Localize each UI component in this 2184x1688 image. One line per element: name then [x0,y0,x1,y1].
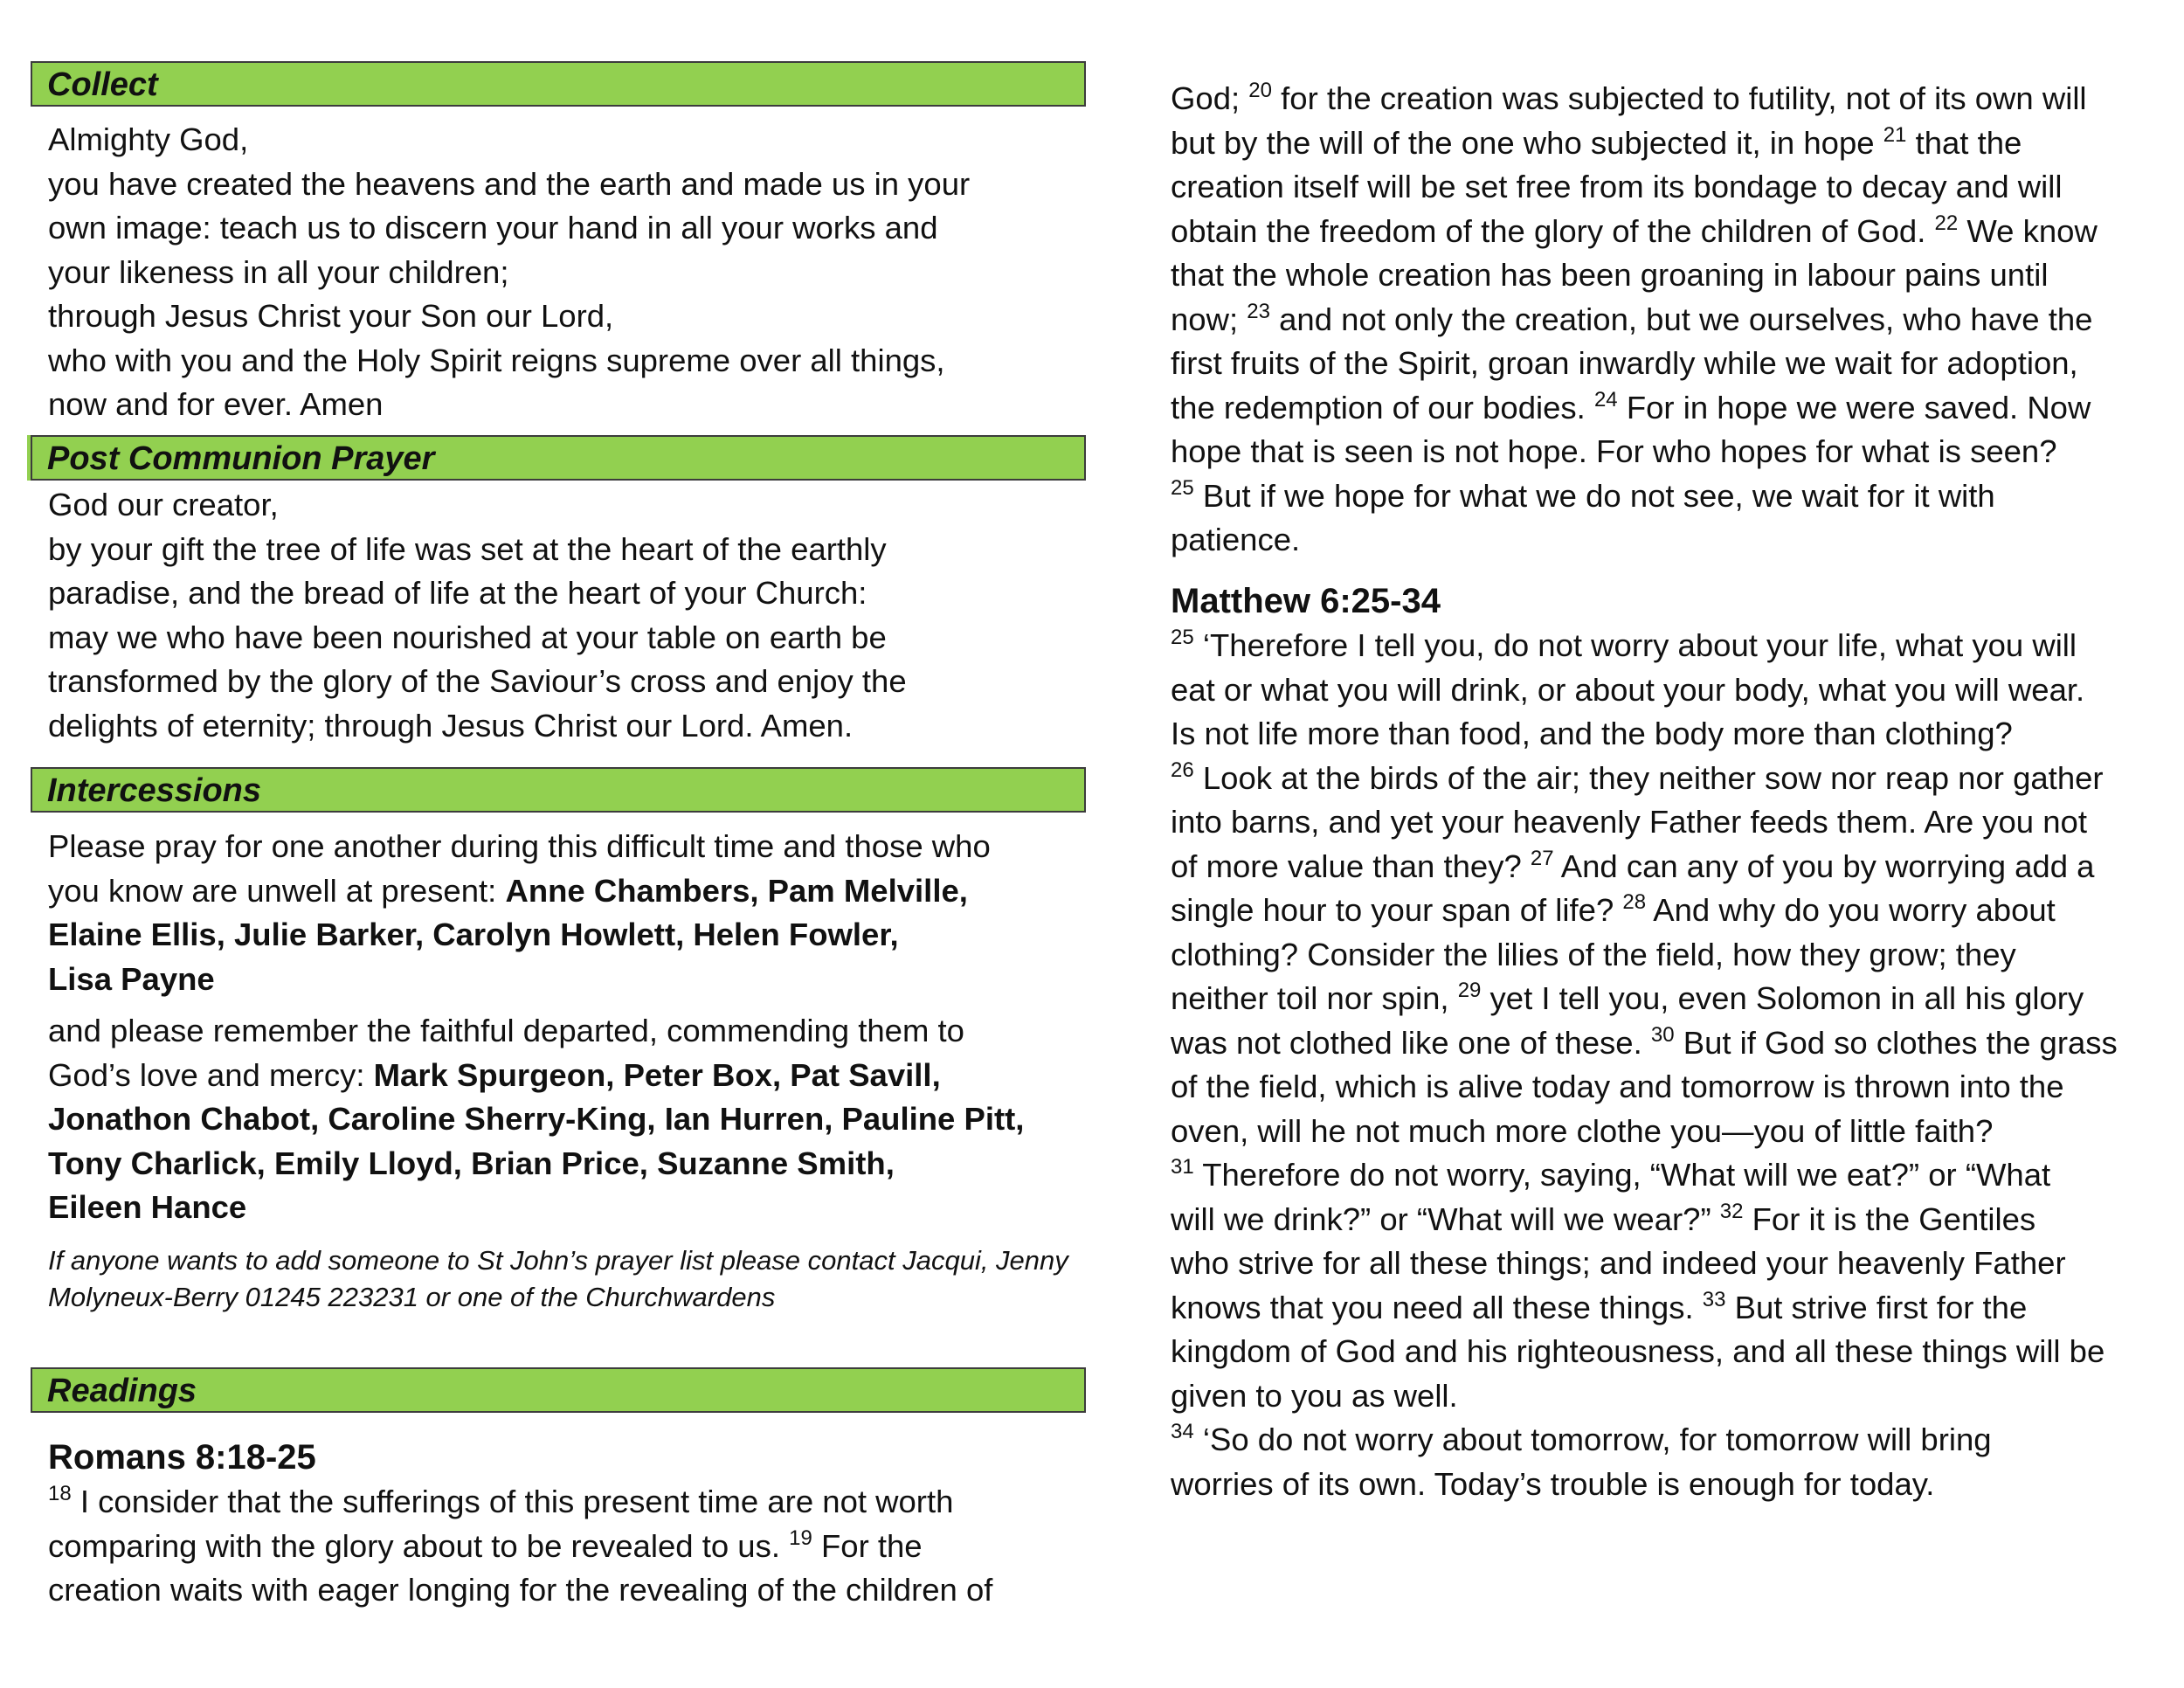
intercessions-line [48,1097,1088,1142]
reading-line [48,1525,1088,1569]
verse-number: 26 [1171,758,1194,782]
sick-names: Lisa Payne [48,960,215,997]
reading-line: Is not life more than food, and the body more than clothing? [1171,716,2013,751]
verse-text: Look at the birds of the air; they neither sow nor reap nor gather [1202,759,2104,796]
reading-line: who strive for all these things; and indeed your heavenly Father [1171,1245,2066,1281]
reading-line: clothing? Consider the lilies of the field, how they grow; they [1171,936,2016,972]
reading-line [1171,77,2167,121]
verse-number: 21 [1883,122,1907,147]
collect-line: now and for ever. Amen [48,386,384,422]
post-communion-line: transformed by the glory of the Saviour’s cross and enjoy the [48,663,907,699]
post-communion-line: God our creator, [48,487,279,522]
intercessions-departed [48,1009,1088,1230]
intercessions-heading: Intercessions [47,772,261,809]
verse-text: We know [1966,212,2098,249]
reading-line [48,1480,1088,1525]
reading-line: into barns, and yet your heavenly Father feeds them. Are you not [1171,804,2087,840]
reading-line: creation waits with eager longing for the revealing of the children of [48,1572,993,1608]
reading-line: of the field, which is alive today and tomorrow is thrown into the [1171,1069,2064,1104]
intercessions-line [48,1142,1088,1186]
verse-text: obtain the freedom of the glory of the children of God. [1171,212,1935,249]
verse-text: Therefore do not worry, saying, “What will we eat?” or “What [1202,1157,2051,1193]
reading-line: given to you as well. [1171,1377,1458,1414]
post-communion-line: by your gift the tree of life was set at the heart of the earthly [48,530,887,567]
verse-number: 23 [1247,299,1270,323]
verse-text: will we drink?” or “What will we wear?” [1171,1200,1720,1237]
reading-line: first fruits of the Spirit, groan inwardly while we wait for adoption, [1171,345,2078,381]
collect-line: own image: teach us to discern your hand in all your works and [48,210,938,246]
intercessions-text: God’s love and mercy: [48,1056,374,1093]
collect-heading: Collect [47,66,158,103]
reading-line: patience. [1171,522,1301,557]
verse-number: 31 [1171,1155,1194,1179]
collect-line: through Jesus Christ your Son our Lord, [48,298,614,334]
verse-number: 33 [1702,1287,1726,1311]
verse-text: was not clothed like one of these. [1171,1024,1651,1061]
readings-heading-band [31,1367,1086,1413]
verse-text: For the [820,1527,923,1564]
collect-line: you have created the heavens and the earth and made us in your [48,165,971,202]
verse-number: 29 [1457,979,1482,1002]
collect-line: who with you and the Holy Spirit reigns supreme over all things, [48,342,945,378]
romans-title: Romans 8:18-25 [48,1438,316,1477]
collect-line: Almighty God, [48,121,249,157]
verse-number: 20 [1248,79,1272,102]
reading-line [1171,1418,2167,1463]
verse-number: 34 [1171,1420,1194,1443]
reading-line [1171,121,2167,166]
verse-text: And why do you worry about [1653,892,2056,928]
collect-line: your likeness in all your children; [48,253,509,290]
post-communion-heading: Post Communion Prayer [47,440,435,477]
reading-line: kingdom of God and his righteousness, and all these things will be [1171,1333,2105,1369]
intercessions-line: and please remember the faithful departed, commending them to [48,1013,964,1048]
verse-number: 28 [1622,890,1647,914]
verse-text: the redemption of our bodies. [1171,389,1594,425]
verse-text: neither toil nor spin, [1171,980,1458,1016]
note-line: Molyneux-Berry 01245 223231 or one of the Churchwardens [48,1282,776,1312]
verse-text: and not only the creation, but we ourselves, who have the [1279,301,2093,337]
verse-text: But strive first for the [1734,1289,2028,1325]
verse-number: 25 [1171,626,1194,649]
intercessions-line [48,869,1088,914]
reading-line [1171,210,2167,254]
verse-number: 18 [48,1482,72,1505]
verse-text: single hour to your span of life? [1171,892,1623,928]
intercessions-sick [48,825,1088,1001]
intercessions-line [48,958,1088,1002]
verse-text: For in hope we were saved. Now [1626,389,2091,425]
reading-line [1171,474,2167,519]
sick-names: Elaine Ellis, Julie Barker, Carolyn Howlett, Helen Fowler, [48,917,899,952]
departed-names: Tony Charlick, Emily Lloyd, Brian Price, Suzanne Smith, [48,1145,895,1181]
intercessions-line: Please pray for one another during this difficult time and those who [48,828,991,864]
reading-line: oven, will he not much more clothe you—you of little faith? [1171,1112,1994,1149]
reading-line [1171,1198,2167,1242]
reading-line: that the whole creation has been groaning in labour pains until [1171,257,2049,293]
post-communion-heading-band [31,435,1086,481]
verse-number: 25 [1171,475,1194,500]
verse-text: of more value than they? [1171,847,1531,884]
reading-line: eat or what you will drink, or about your body, what you will wear. [1171,671,2085,708]
verse-text: but by the will of the one who subjected it, in hope [1171,124,1883,161]
departed-names: Jonathon Chabot, Caroline Sherry-King, Ian Hurren, Pauline Pitt, [48,1101,1025,1137]
verse-text: now; [1171,301,1248,337]
verse-number: 19 [789,1525,812,1550]
reading-line [1171,845,2167,889]
verse-number: 24 [1593,387,1618,412]
verse-text: For it is the Gentiles [1752,1200,2036,1237]
verse-text: And can any of you by worrying add a [1560,847,2095,884]
romans-reading-continued [1171,77,2167,563]
reading-line [1171,386,2167,431]
reading-line [1171,757,2167,801]
matthew-reading [1171,578,2167,1506]
departed-names: Mark Spurgeon, Peter Box, Pat Savill, [373,1056,941,1093]
readings-heading: Readings [47,1373,197,1409]
reading-line [1171,1153,2167,1198]
verse-text: I consider that the sufferings of this present time are not worth [79,1484,954,1519]
post-communion-line: paradise, and the bread of life at the heart of your Church: [48,575,867,611]
verse-text: for the creation was subjected to futility, not of its own will [1281,80,2087,116]
reading-line [1171,977,2167,1021]
reading-line [1171,624,2167,668]
verse-text: comparing with the glory about to be revealed to us. [48,1527,790,1564]
sick-names: Anne Chambers, Pam Melville, [505,872,968,909]
intercessions-line [48,1186,1088,1230]
prayer-list-note [48,1242,1088,1316]
reading-line: worries of its own. Today’s trouble is enough for today. [1171,1465,1935,1502]
verse-text: that the [1915,124,2022,161]
intercessions-text: you know are unwell at present: [48,872,506,909]
verse-number: 32 [1719,1199,1744,1223]
verse-text: God; [1171,80,1249,116]
intercessions-line [48,913,1088,958]
intercessions-heading-band [31,767,1086,813]
verse-text: ‘So do not worry about tomorrow, for tomorrow will bring [1202,1422,1992,1457]
romans-reading-start [48,1435,1088,1613]
collect-heading-band [31,61,1086,107]
verse-text: knows that you need all these things. [1171,1289,1703,1325]
reading-line [1171,1286,2167,1331]
verse-number: 22 [1934,211,1959,235]
verse-text: yet I tell you, even Solomon in all his glory [1489,980,2084,1016]
verse-number: 27 [1530,846,1554,870]
collect-text [48,118,1088,427]
post-communion-line: may we who have been nourished at your table on earth be [48,619,887,655]
intercessions-line [48,1054,1088,1098]
departed-names: Eileen Hance [48,1189,247,1225]
reading-line [1171,1021,2167,1066]
post-communion-text [48,483,1088,748]
reading-line: hope that is seen is not hope. For who hopes for what is seen? [1171,433,2057,469]
post-communion-line: delights of eternity; through Jesus Christ our Lord. Amen. [48,707,854,744]
reading-line [1171,889,2167,933]
verse-text: But if God so clothes the grass [1683,1024,2118,1061]
reading-line: creation itself will be set free from its bondage to decay and will [1171,169,2063,204]
verse-text: But if we hope for what we do not see, we wait for it with [1202,477,1995,514]
matthew-title: Matthew 6:25-34 [1171,582,1441,620]
note-line: If anyone wants to add someone to St John’s prayer list please contact Jacqui, Jenny [48,1245,1068,1276]
verse-text: ‘Therefore I tell you, do not worry about your life, what you will [1202,627,2077,663]
verse-number: 30 [1650,1022,1675,1047]
reading-line [1171,298,2167,342]
